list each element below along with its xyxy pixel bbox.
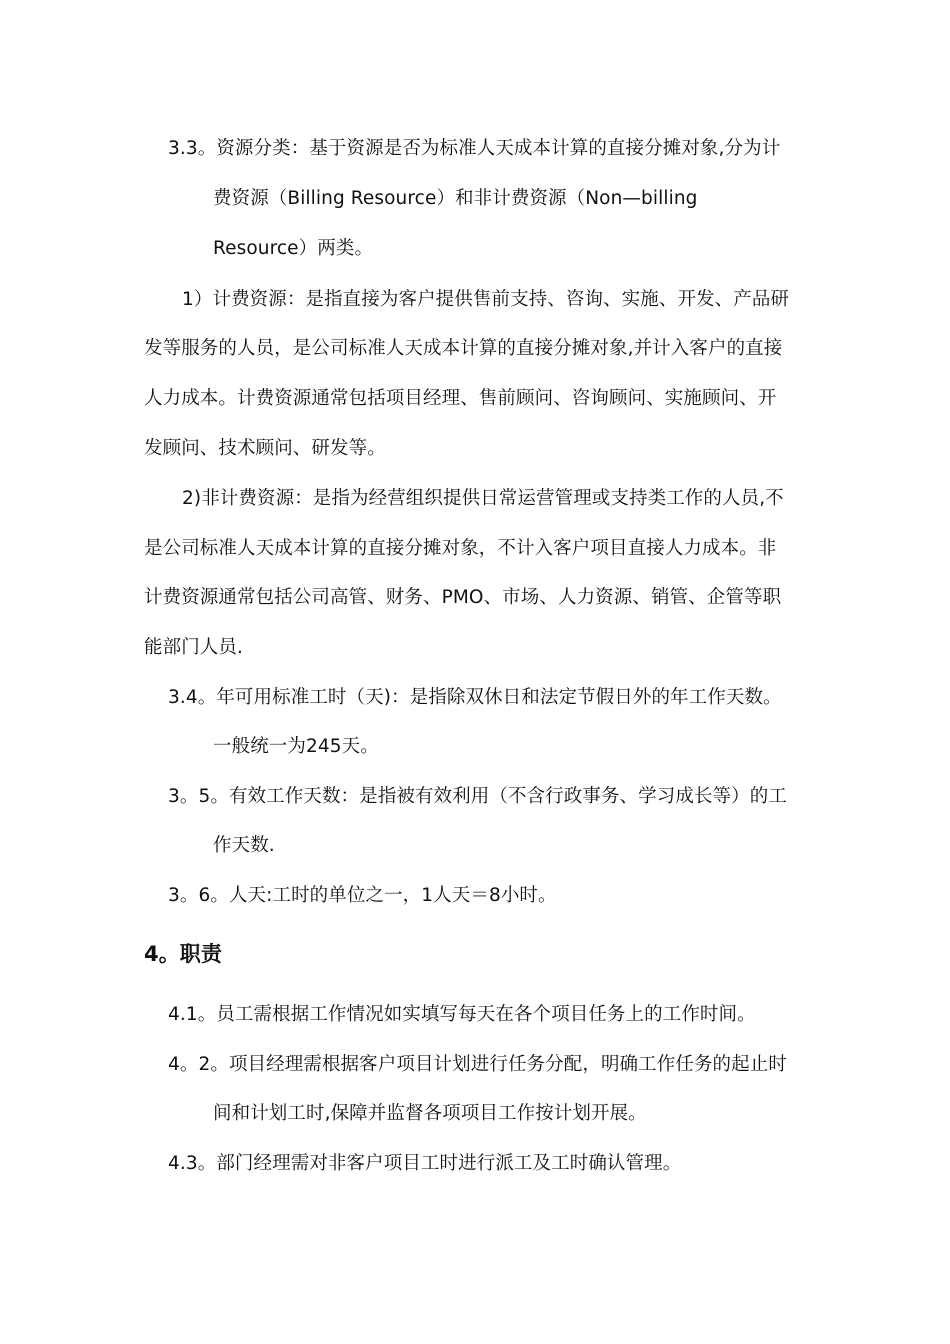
item-4-2-line-1: 4。2。项目经理需根据客户项目计划进行任务分配，明确工作任务的起止时 (168, 1054, 787, 1075)
item-4-3-line-1: 4.3。部门经理需对非客户项目工时进行派工及工时确认管理。 (168, 1153, 682, 1174)
nonbilling-resource-line-2: 是公司标准人天成本计算的直接分摊对象，不计入客户项目直接人力成本。非 (144, 538, 777, 559)
billing-resource-line-4: 发顾问、技术顾问、研发等。 (144, 438, 386, 459)
item-3-5-line-1: 3。5。有效工作天数：是指被有效利用（不含行政事务、学习成长等）的工 (168, 786, 787, 807)
item-3-4-line-1: 3.4。年可用标准工时（天)：是指除双休日和法定节假日外的年工作天数。 (168, 687, 782, 708)
billing-resource-line-1: 1）计费资源：是指直接为客户提供售前支持、咨询、实施、开发、产品研 (182, 289, 790, 310)
item-3-4-line-2: 一般统一为245天。 (213, 736, 379, 757)
item-4-2-line-2: 间和计划工时,保障并监督各项项目工作按计划开展。 (213, 1103, 647, 1124)
item-3-3-line-1: 3.3。资源分类：基于资源是否为标准人天成本计算的直接分摊对象,分为计 (168, 138, 781, 159)
item-3-3-line-3: Resource）两类。 (213, 238, 374, 259)
billing-resource-line-3: 人力成本。计费资源通常包括项目经理、售前顾问、咨询顾问、实施顾问、开 (144, 388, 777, 409)
item-3-6-line-1: 3。6。人天:工时的单位之一，1人天＝8小时。 (168, 885, 557, 906)
item-3-3-line-2: 费资源（Billing Resource）和非计费资源（Non—billing (213, 188, 698, 209)
item-3-5-line-2: 作天数. (213, 835, 275, 856)
nonbilling-resource-line-3: 计费资源通常包括公司高管、财务、PMO、市场、人力资源、销管、企管等职 (144, 587, 782, 608)
billing-resource-line-2: 发等服务的人员，是公司标准人天成本计算的直接分摊对象,并计入客户的直接 (144, 338, 783, 359)
nonbilling-resource-line-4: 能部门人员. (144, 637, 243, 658)
section-4-heading: 4。职责 (144, 942, 223, 966)
item-4-1-line-1: 4.1。员工需根据工作情况如实填写每天在各个项目任务上的工作时间。 (168, 1004, 756, 1025)
nonbilling-resource-line-1: 2)非计费资源：是指为经营组织提供日常运营管理或支持类工作的人员,不 (182, 488, 784, 509)
